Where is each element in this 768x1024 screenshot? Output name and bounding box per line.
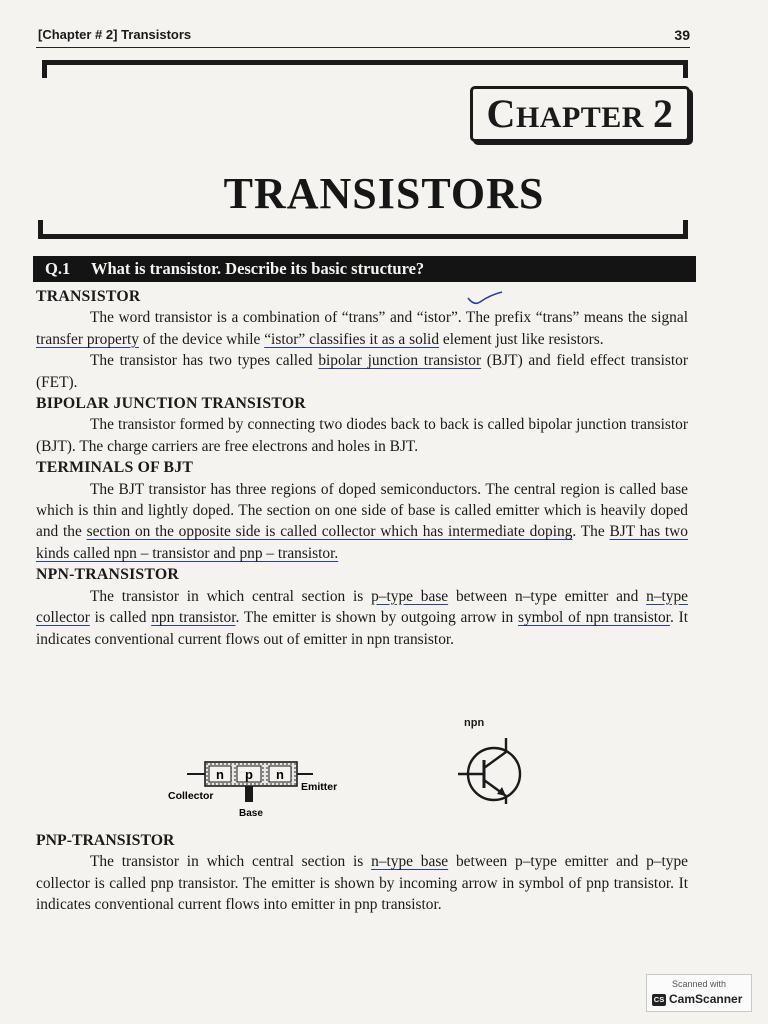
paragraph-transistor-types [36, 350, 688, 393]
chapter-number: 2 [652, 91, 674, 136]
running-header [38, 27, 690, 47]
paragraph-terminals [36, 479, 688, 565]
handwritten-underline-text: transfer property [36, 330, 139, 348]
handwritten-underline-text: BJT has two kinds called npn – transistor and pnp – transistor. [36, 523, 688, 562]
heading-transistor: TRANSISTOR [36, 288, 141, 305]
region-label-2: p [245, 767, 253, 782]
heading-npn: NPN-TRANSISTOR [36, 566, 179, 584]
text-run: (BJT) and field effect transistor (FET). [36, 352, 689, 391]
text-run: . The emitter is shown by outgoing arrow in [235, 609, 518, 627]
text-run: . The [572, 523, 610, 541]
heading-bjt: BIPOLAR JUNCTION TRANSISTOR [36, 395, 306, 413]
watermark-brand: CamScanner [669, 992, 743, 1006]
npn-block-diagram [165, 750, 355, 822]
text-run: The transistor in which central section is [90, 853, 372, 871]
handwritten-underline-text: n–type collector [36, 587, 689, 627]
collector-label: Collector [168, 790, 214, 802]
page-number: 39 [674, 27, 690, 43]
region-label-1: n [216, 767, 224, 782]
title-frame-bottom-left-tick [38, 220, 43, 239]
chapter-title: TRANSISTORS [223, 169, 545, 218]
paragraph-transistor-definition [36, 307, 688, 350]
title-frame-bottom-right-tick [683, 220, 688, 239]
text-run: of the device while [139, 330, 265, 348]
text-run: The BJT transistor has three regions of doped semiconductors. The central region is called base which is thin and lightly doped. The section on one side of base is called emitter which is heavily doped and the [36, 480, 688, 541]
title-frame-top-rule [42, 60, 688, 65]
handwritten-check-mark [466, 290, 506, 308]
heading-pnp: PNP-TRANSISTOR [36, 832, 175, 849]
base-label: Base [239, 808, 263, 819]
region-label-3: n [276, 767, 284, 782]
handwritten-underline-text: p–type base [371, 587, 449, 605]
handwritten-underline-text: bipolar junction transistor [318, 352, 482, 370]
text-run: The transistor in which central section is [90, 587, 372, 605]
question-text: What is transistor. Describe its basic structure? [91, 259, 425, 278]
watermark-line1: Scanned with [671, 979, 727, 989]
paragraph-pnp [36, 851, 688, 915]
text-run: between n–type emitter and [448, 587, 647, 605]
title-frame-top-right-tick [683, 60, 688, 78]
header-rule [36, 47, 690, 48]
title-frame-bottom-rule [38, 234, 688, 239]
handwritten-underline-text: n–type base [371, 853, 449, 871]
chapter-cap-letter: C [486, 91, 516, 136]
handwritten-underline-text: “istor” classifies it as a solid [264, 330, 440, 348]
emitter-label: Emitter [301, 781, 338, 793]
text-run: between p–type emitter and p–type collector is called pnp transistor. The emitter is shown by incoming arrow in symbol of pnp transistor. It indicates conventional current flows into emitter in pnp transistor. [36, 853, 689, 914]
paragraph-bjt: The transistor formed by connecting two diodes back to back is called bipolar junction transistor (BJT). The charge carriers are free electrons and holes in BJT. [36, 416, 688, 455]
title-frame-top-left-tick [42, 60, 47, 78]
question-number: Q.1 [45, 259, 71, 278]
camscanner-logo-icon: CS [653, 995, 665, 1004]
text-run: element just like resistors. [439, 330, 604, 348]
pnp-section [36, 830, 688, 916]
main-content [36, 286, 688, 650]
npn-symbol-label: npn [464, 717, 485, 729]
chapter-label-box [470, 86, 690, 142]
text-run: The word transistor is a combination of “trans” and “istor”. The prefix “trans” means the signal [90, 309, 688, 327]
header-chapter-ref: [Chapter # 2] Transistors [38, 27, 192, 42]
handwritten-underline-text: npn transistor [151, 609, 236, 627]
question-bar [33, 256, 696, 282]
text-run: is called [89, 609, 152, 627]
text-run: The transistor has two types called [90, 352, 319, 370]
symbol-collector-lead [484, 752, 506, 768]
handwritten-underline-text: symbol of npn transistor [517, 609, 670, 627]
heading-terminals: TERMINALS OF BJT [36, 459, 194, 477]
handwritten-underline-text: section on the opposite side is called collector which has intermediate doping [86, 523, 573, 541]
camscanner-watermark [646, 974, 752, 1012]
npn-transistor-symbol [456, 734, 536, 806]
base-lead [245, 786, 253, 802]
chapter-word-rest: HAPTER [515, 101, 644, 134]
text-run: . It indicates conventional current flows out of emitter in npn transistor. [36, 609, 688, 648]
paragraph-npn [36, 586, 688, 650]
